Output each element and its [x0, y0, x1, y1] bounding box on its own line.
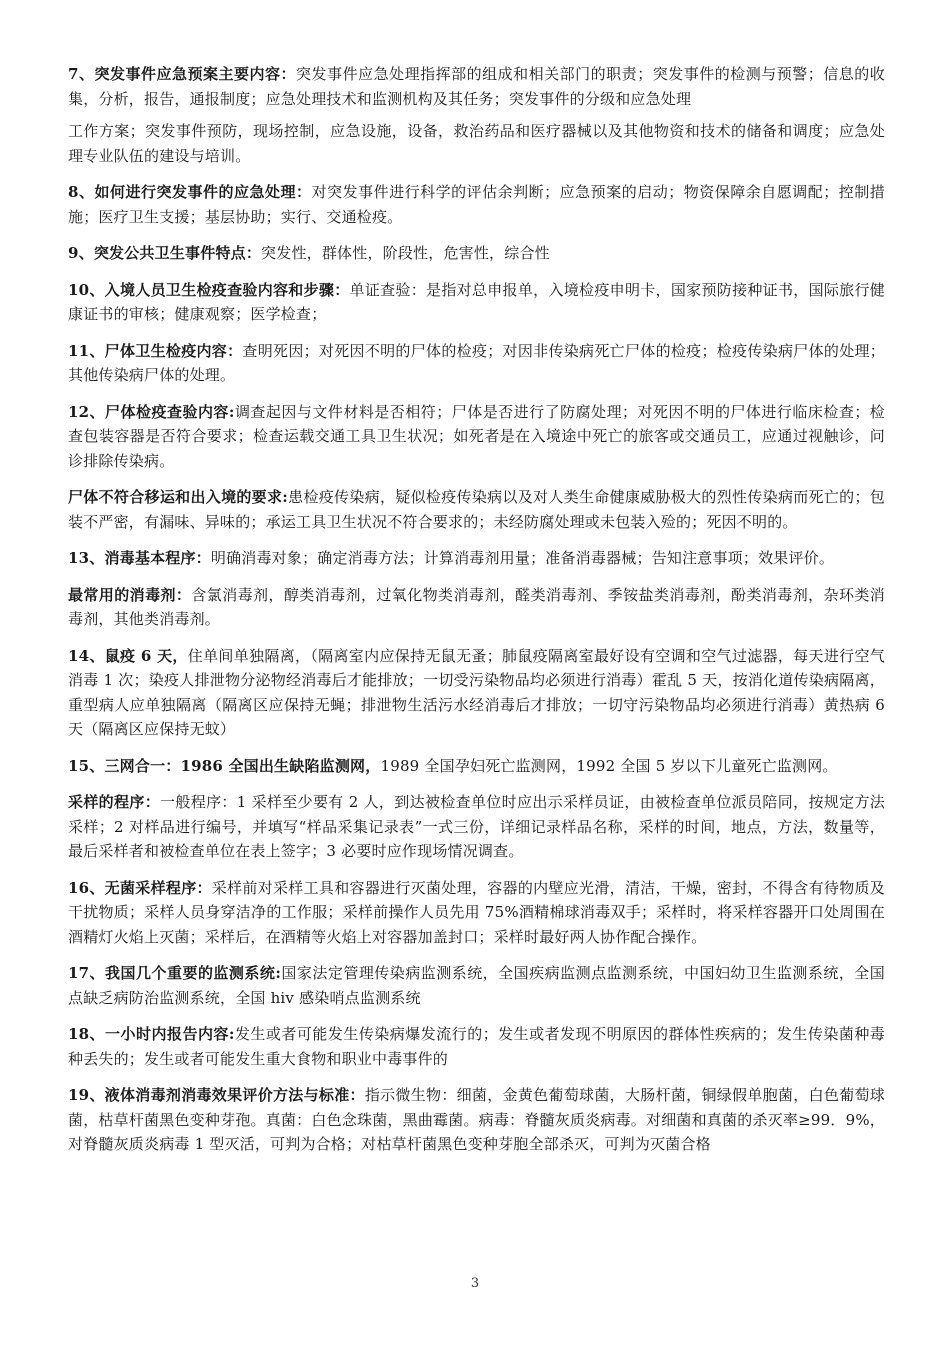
paragraph-13: [68, 546, 885, 571]
paragraph-12: [68, 400, 885, 474]
paragraph-heading: 14、鼠疫 6 天，: [68, 646, 188, 665]
paragraph-heading: 8、如何进行突发事件的应急处理：: [68, 183, 312, 201]
paragraph-text: 发生或者可能发生传染病爆发流行的；发生或者发现不明原因的群体性疾病的；发生传染菌种毒种丢失的；发生或者可能发生重大食物和职业中毒事件的: [68, 1025, 885, 1068]
paragraph-9: [68, 241, 885, 266]
paragraph-17: [68, 961, 885, 1010]
paragraph-heading: 尸体不符合移运和出入境的要求:: [68, 488, 289, 506]
paragraph-text: 突发事件应急处理指挥部的组成和相关部门的职责；突发事件的检测与预警；信息的收集，分析，报告，通报制度；应急处理技术和监测机构及其任务；突发事件的分级和应急处理: [68, 65, 885, 108]
paragraph-14: [68, 644, 885, 742]
paragraph-text: 突发性，群体性，阶段性，危害性，综合性: [261, 244, 550, 262]
paragraph-18: [68, 1022, 885, 1071]
paragraph-heading: 9、突发公共卫生事件特点：: [68, 244, 262, 262]
paragraph-text: 含氯消毒剂，醇类消毒剂，过氧化物类消毒剂，醛类消毒剂、季铵盐类消毒剂，酚类消毒剂，杂环类消毒剂，其他类消毒剂。: [68, 585, 885, 628]
paragraph-heading: 15、三网合一：1986 全国出生缺陷监测网，: [68, 756, 381, 775]
paragraph-heading: 最常用的消毒剂：: [68, 585, 192, 604]
paragraph-text: 调查起因与文件材料是否相符；尸体是否进行了防腐处理；对死因不明的尸体进行临床检查；检查包装容器是否符合要求；检查运载交通工具卫生状况；如死者是在入境途中死亡的旅客或交通员工，应通过视触诊，问诊排除传染病。: [68, 402, 885, 470]
paragraph-text: 采样前对采样工具和容器进行灭菌处理，容器的内壁应光滑，清洁，干燥，密封，不得含有待物质及干扰物质；采样人员身穿洁净的工作服；采样前操作人员先用 75%酒精棉球消毒双手；采样时，将采样容器开口处周围在酒精灯火焰上灭菌；采样后，在酒精等火焰上对容器加盖封口；采样时最好两人协作配合操作。: [68, 878, 885, 946]
paragraph-11: [68, 339, 885, 388]
page-number: 3: [470, 1276, 480, 1291]
paragraph-text: 明确消毒对象；确定消毒方法；计算消毒剂用量；准备消毒器械；告知注意事项；效果评价。: [210, 549, 835, 567]
paragraph-text: 工作方案；突发事件预防，现场控制，应急设施，设备，救治药品和医疗器械以及其他物资和技术的储备和调度；应急处理专业队伍的建设与培训。: [68, 122, 885, 165]
paragraph-corpse-requirements: [68, 485, 885, 534]
paragraph-text: 1989 全国孕妇死亡监测网，1992 全国 5 岁以下儿童死亡监测网。: [380, 756, 838, 775]
paragraph-text: 患检疫传染病，疑似检疫传染病以及对人类生命健康威胁极大的烈性传染病而死亡的；包装不严密，有漏味、异味的；承运工具卫生状况不符合要求的；未经防腐处理或未包装入殓的；死因不明的。: [68, 488, 885, 531]
paragraph-sampling-procedure: [68, 790, 885, 864]
paragraph-text: 国家法定管理传染病监测系统，全国疾病监测点监测系统，中国妇幼卫生监测系统，全国点缺乏病防治监测系统，全国 hiv 感染哨点监测系统: [68, 964, 885, 1007]
paragraph-7-continued: [68, 119, 885, 168]
paragraph-15: [68, 754, 885, 779]
paragraph-heading: 12、尸体检疫查验内容:: [68, 402, 235, 421]
paragraph-disinfectants: [68, 583, 885, 632]
paragraph-16: [68, 876, 885, 950]
paragraph-heading: 16、无菌采样程序：: [68, 878, 212, 897]
paragraph-heading: 17、我国几个重要的监测系统:: [68, 964, 282, 982]
paragraph-heading: 7、突发事件应急预案主要内容：: [68, 65, 297, 83]
paragraph-heading: 采样的程序：: [68, 793, 161, 811]
paragraph-8: [68, 180, 885, 229]
paragraph-10: [68, 278, 885, 327]
paragraph-text: 住单间单独隔离，（隔离室内应保持无鼠无蚤；肺鼠疫隔离室最好设有空调和空气过滤器，每天进行空气消毒 1 次；染疫人排泄物分泌物经消毒后才能排放；一切受污染物品均必须进行消毒）霍乱 5 天，按消化道传染病隔离，重型病人应单独隔离（隔离区应保持无蝇；排泄物生活污水经消毒后才排放；一切守污染物品均必须进行消毒）黄热病 6 天（隔离区应保持无蚊）: [68, 646, 885, 738]
paragraph-heading: 19、液体消毒剂消毒效果评价方法与标准：: [68, 1086, 365, 1104]
paragraph-text: 一般程序：1 采样至少要有 2 人，到达被检查单位时应出示采样员证，由被检查单位派员陪同，按规定方法采样；2 对样品进行编号，并填写“样品采集记录表”一式三份，详细记录样品名称，采样的时间，地点，方法，数量等，最后采样者和被检查单位在表上签字；3 必要时应作现场情况调查。: [68, 793, 885, 860]
paragraph-7: [68, 62, 885, 111]
document-body: [68, 62, 885, 1169]
paragraph-heading: 18、一小时内报告内容:: [68, 1025, 235, 1043]
paragraph-heading: 10、入境人员卫生检疫查验内容和步骤：: [68, 280, 350, 299]
paragraph-text: 指示微生物：细菌，金黄色葡萄球菌，大肠杆菌，铜绿假单胞菌，白色葡萄球菌，枯草杆菌黑色变种芽孢。真菌：白色念珠菌，黑曲霉菌。病毒：脊髓灰质炎病毒。对细菌和真菌的杀灭率≥99．9%，对脊髓灰质炎病毒 1 型灭活，可判为合格；对枯草杆菌黑色变种芽胞全部杀灭，可判为灭菌合格: [68, 1086, 885, 1153]
paragraph-heading: 11、尸体卫生检疫内容：: [68, 341, 243, 360]
paragraph-heading: 13、消毒基本程序：: [68, 549, 211, 567]
paragraph-text: 单证查验：是指对总申报单，入境检疫申明卡，国家预防接种证书，国际旅行健康证书的审核；健康观察；医学检查；: [68, 280, 885, 323]
paragraph-text: 对突发事件进行科学的评估余判断；应急预案的启动；物资保障余自愿调配；控制措施；医疗卫生支援；基层协助；实行、交通检疫。: [68, 183, 886, 226]
paragraph-text: 查明死因；对死因不明的尸体的检疫；对因非传染病死亡尸体的检疫；检疫传染病尸体的处理；其他传染病尸体的处理。: [68, 341, 885, 384]
paragraph-19: [68, 1083, 885, 1157]
